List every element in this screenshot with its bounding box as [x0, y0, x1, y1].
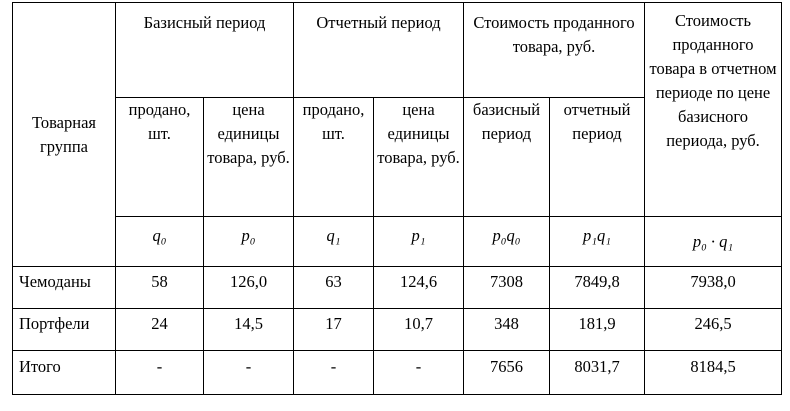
header-report-period: Отчетный период — [294, 3, 464, 98]
symbol-p0: p₀ — [204, 217, 294, 267]
cell-p0q0: 7656 — [464, 351, 550, 395]
row-group: Чемоданы — [13, 267, 116, 309]
cell-q1: - — [294, 351, 374, 395]
cell-q0: 24 — [116, 309, 204, 351]
cell-p0q0: 348 — [464, 309, 550, 351]
symbol-q1: q₁ — [294, 217, 374, 267]
cell-p0q1: 7938,0 — [645, 267, 782, 309]
header-report-at-base-price: Стоимость проданного товара в отчетном периоде по цене базисного периода, руб. — [645, 3, 782, 217]
header-base-period: Базисный период — [116, 3, 294, 98]
row-group: Итого — [13, 351, 116, 395]
subheader-sold-qty-base: продано, шт. — [116, 98, 204, 217]
symbol-q0: q₀ — [116, 217, 204, 267]
header-group: Товарная группа — [13, 3, 116, 267]
cell-q0: - — [116, 351, 204, 395]
cell-q1: 17 — [294, 309, 374, 351]
table-row — [13, 309, 782, 351]
cell-p1: - — [374, 351, 464, 395]
symbol-p0-times-q1: p₀ · q₁ — [645, 217, 782, 267]
table-row-total — [13, 351, 782, 395]
cell-p1: 124,6 — [374, 267, 464, 309]
cell-p1: 10,7 — [374, 309, 464, 351]
cell-p1q1: 8031,7 — [550, 351, 645, 395]
cell-p1q1: 7849,8 — [550, 267, 645, 309]
subheader-unit-price-report: цена единицы товара, руб. — [374, 98, 464, 217]
cell-p0q0: 7308 — [464, 267, 550, 309]
cell-p0: 14,5 — [204, 309, 294, 351]
cell-p0: 126,0 — [204, 267, 294, 309]
cell-p1q1: 181,9 — [550, 309, 645, 351]
symbol-p0q0: p₀q₀ — [464, 217, 550, 267]
cell-p0q1: 246,5 — [645, 309, 782, 351]
subheader-value-base: базисный период — [464, 98, 550, 217]
symbol-p1q1: p₁q₁ — [550, 217, 645, 267]
cell-p0q1: 8184,5 — [645, 351, 782, 395]
row-group: Портфели — [13, 309, 116, 351]
sales-table — [12, 2, 782, 395]
table-row — [13, 267, 782, 309]
cell-q0: 58 — [116, 267, 204, 309]
subheader-sold-qty-report: продано, шт. — [294, 98, 374, 217]
symbol-p1: p₁ — [374, 217, 464, 267]
cell-p0: - — [204, 351, 294, 395]
subheader-value-report: отчетный период — [550, 98, 645, 217]
subheader-unit-price-base: цена единицы товара, руб. — [204, 98, 294, 217]
header-sold-value: Стоимость проданного товара, руб. — [464, 3, 645, 98]
cell-q1: 63 — [294, 267, 374, 309]
